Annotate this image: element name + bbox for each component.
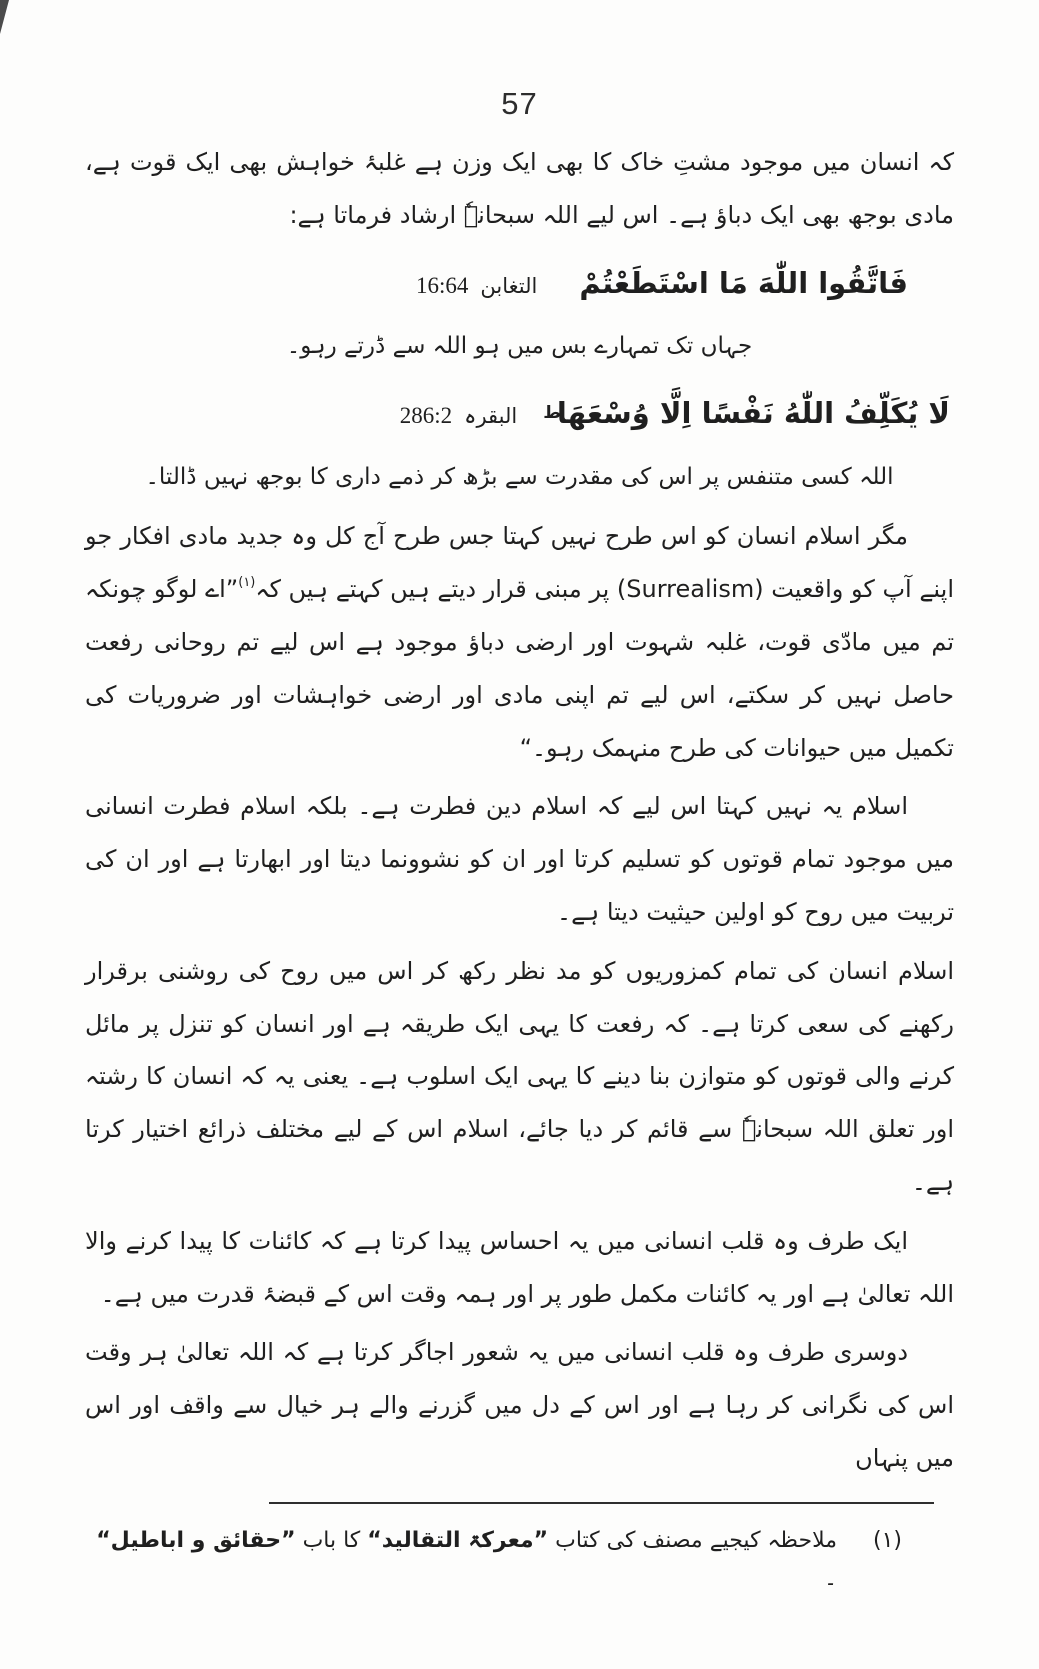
footnote-marker: (۱) bbox=[872, 1528, 902, 1554]
paragraph-2-text: مگر اسلام انسان کو اس طرح نہیں کہتا جس طرح آج کل وہ جدید مادی افکار جو اپنے آپ کو واقعیت (Surrealism) پر مبنی قرار دیتے ہیں کہتے ہیں کہ bbox=[85, 522, 955, 604]
page-number: 57 bbox=[501, 86, 538, 121]
footnote-area bbox=[85, 1502, 954, 1597]
footnote-divider bbox=[269, 1502, 934, 1504]
paragraph-1: کہ انسان میں موجود مشتِ خاک کا بھی ایک وزن ہے غلبۂ خواہش بھی ایک قوت ہے، مادی بوجھ بھی ایک دباؤ ہے۔ اس لیے اللہ سبحانہٗ ارشاد فرماتا ہے: bbox=[85, 148, 954, 229]
footnote-text bbox=[85, 1522, 837, 1597]
paragraph-3: اسلام یہ نہیں کہتا اس لیے کہ اسلام دین فطرت ہے۔ بلکہ اسلام فطرت انسانی میں موجود تمام قوتوں کو تسلیم کرتا اور ان کو نشوونما دیتا اور ابھارتا ہے اور ان کی تربیت میں روح کو اولین حیثیت دیتا ہے۔ bbox=[85, 792, 954, 926]
verse-1-translation: جہاں تک تمہارے بس میں ہو اللہ سے ڈرتے رہو۔ bbox=[286, 333, 753, 360]
footnote-chapter-title: ”حقائق و اباطیل“ bbox=[96, 1528, 296, 1554]
page-body-text bbox=[85, 136, 954, 1485]
arabic-verse-2: لَا يُكَلِّفُ اللّٰهُ نَفْسًا اِلَّا وُسْعَهَا bbox=[556, 395, 950, 430]
quran-verse-line-1 bbox=[85, 252, 954, 316]
quran-verse-line-2 bbox=[85, 382, 954, 446]
paragraph-2-quote: ”اے لوگو چونکہ تم میں مادّی قوت، غلبہ شہوت اور ارضی دباؤ موجود ہے اس لیے تم روحانی رفعت حاصل نہیں کر سکتے، اس لیے تم اپنی مادی اور ارضی خواہشات اور ضروریات کی تکمیل میں حیوانات کی طرح منہمک رہو۔“ bbox=[85, 575, 955, 762]
paragraph-4: اسلام انسان کی تمام کمزوریوں کو مد نظر رکھ کر اس میں روح کی روشنی برقرار رکھنے کی سعی کرتا ہے۔ کہ رفعت کا یہی ایک طریقہ ہے اور انسان کو تنزل پر مائل کرنے والی قوتوں کو متوازن بنا دینے کا یہی ایک اسلوب ہے۔ یعنی یہ کہ انسان کا رشتہ اور تعلق اللہ سبحانہٗ سے قائم کر دیا جائے، اسلام اس کے لیے مختلف ذرائع اختیار کرتا ہے۔ bbox=[85, 956, 954, 1196]
verse-1-reference bbox=[416, 261, 537, 312]
verse-number-1: 16:64 bbox=[416, 272, 469, 298]
footnote-middle: کا باب bbox=[302, 1528, 361, 1554]
footnote-book-title: ”معرکۃ التقالید“ bbox=[367, 1528, 549, 1554]
surah-name-2: البقرہ bbox=[464, 403, 518, 428]
surah-name-1: التغابن bbox=[480, 273, 538, 298]
paragraph-2 bbox=[85, 510, 954, 774]
footnote bbox=[85, 1522, 954, 1597]
arabic-verse-1: فَاتَّقُوا اللّٰهَ مَا اسْتَطَعْتُمْ bbox=[579, 265, 908, 300]
footnote-reference-marker: (۱) bbox=[238, 575, 256, 591]
footnote-end: ۔ bbox=[824, 1565, 837, 1591]
verse-2-translation: اللہ کسی متنفس پر اس کی مقدرت سے بڑھ کر ذمے داری کا بوجھ نہیں ڈالتا۔ bbox=[145, 463, 894, 490]
verse-2-reference bbox=[400, 391, 517, 442]
footnote-intro: ملاحظہ کیجیے مصنف کی کتاب bbox=[555, 1528, 837, 1554]
paragraph-5: ایک طرف وہ قلب انسانی میں یہ احساس پیدا کرتا ہے کہ کائنات کا پیدا کرنے والا اللہ تعالیٰ ہے اور یہ کائنات مکمل طور پر اور ہمہ وقت اس کے قبضۂ قدرت میں ہے۔ bbox=[85, 1226, 954, 1308]
verse-number-2: 286:2 bbox=[399, 402, 453, 428]
waqf-sign: ط bbox=[543, 403, 561, 424]
paragraph-6: دوسری طرف وہ قلب انسانی میں یہ شعور اجاگر کرتا ہے کہ اللہ تعالیٰ ہر وقت اس کی نگرانی کر رہا ہے اور اس کے دل میں گزرنے والے ہر خیال سے واقف اور اس میں پنہاں bbox=[85, 1338, 954, 1472]
scan-corner-artifact bbox=[0, 0, 9, 34]
